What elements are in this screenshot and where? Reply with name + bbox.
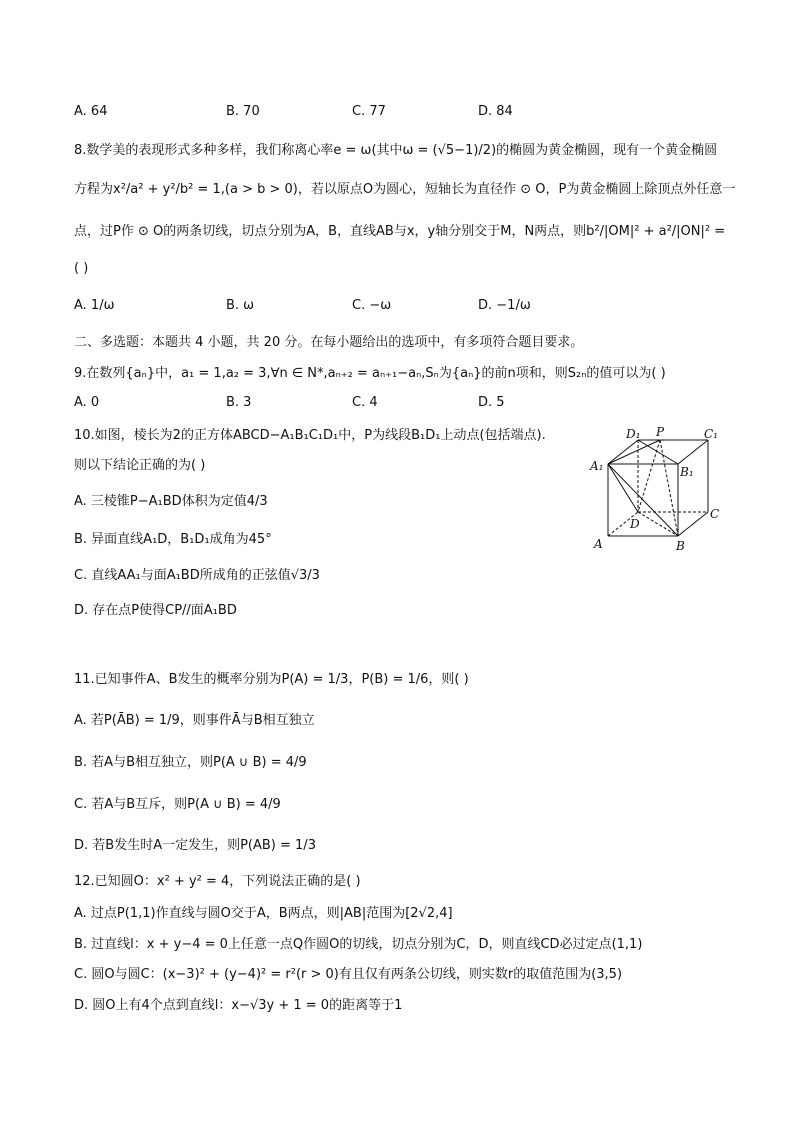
q9-stem: 9.在数列{aₙ}中，a₁ = 1,a₂ = 3,∀n ∈ N*,aₙ₊₂ = aₙ₊₁−aₙ,Sₙ为{aₙ}的前n项和，则S₂ₙ的值可以为( ) (74, 366, 666, 381)
q9-option-d: D. 5 (478, 395, 505, 410)
label-b1: B₁ (680, 465, 694, 479)
q12-option-d: D. 圆O上有4个点到直线l：x−√3y + 1 = 0的距离等于1 (74, 998, 403, 1013)
q7-option-b: B. 70 (226, 104, 260, 119)
q11-stem: 11.已知事件A、B发生的概率分别为P(A) = 1/3，P(B) = 1/6，则( ) (74, 672, 469, 687)
q9-option-a: A. 0 (74, 395, 100, 410)
label-d1: D₁ (626, 427, 641, 441)
q8-stem-line4: ( ) (74, 261, 89, 276)
q12-option-b: B. 过直线l：x + y−4 = 0上任意一点Q作圆O的切线，切点分别为C，D，则直线CD必过定点(1,1) (74, 937, 643, 952)
q10-option-b: B. 异面直线A₁D，B₁D₁成角为45° (74, 532, 272, 547)
q10-option-a: A. 三棱锥P−A₁BD体积为定值4/3 (74, 494, 268, 509)
section-heading: 二、多选题：本题共 4 小题，共 20 分。在每小题给出的选项中，有多项符合题目要求。 (74, 335, 584, 350)
label-b: B (676, 539, 685, 553)
q12-option-a: A. 过点P(1,1)作直线与圆O交于A，B两点，则|AB|范围为[2√2,4] (74, 906, 453, 921)
q10-stem-line2: 则以下结论正确的为( ) (74, 458, 206, 473)
q7-option-d: D. 84 (478, 104, 513, 119)
label-c: C (710, 507, 720, 521)
q10-option-c: C. 直线AA₁与面A₁BD所成角的正弦值√3/3 (74, 568, 320, 583)
label-d: D (630, 517, 640, 531)
q8-option-c: C. −ω (352, 298, 392, 313)
q7-option-c: C. 77 (352, 104, 386, 119)
q10-option-d: D. 存在点P使得CP//面A₁BD (74, 603, 237, 618)
cube-figure (588, 424, 728, 559)
q11-option-d: D. 若B发生时A一定发生，则P(AB) = 1/3 (74, 838, 316, 853)
q11-option-a: A. 若P(ĀB) = 1/9，则事件Ā与B相互独立 (74, 713, 315, 728)
q11-option-c: C. 若A与B互斥，则P(A ∪ B) = 4/9 (74, 797, 281, 812)
label-p: P (656, 425, 665, 439)
q8-stem-line3: 点，过P作 ⊙ O的两条切线，切点分别为A，B，直线AB与x，y轴分别交于M，N两点，则b²/|OM|² + a²/|ON|² = (74, 224, 726, 239)
q10-stem-line1: 10.如图，棱长为2的正方体ABCD−A₁B₁C₁D₁中，P为线段B₁D₁上动点(包括端点). (74, 428, 546, 443)
q8-option-b: B. ω (226, 298, 255, 313)
q11-option-b: B. 若A与B相互独立，则P(A ∪ B) = 4/9 (74, 755, 307, 770)
label-a1: A₁ (590, 459, 604, 473)
q7-option-a: A. 64 (74, 104, 108, 119)
label-c1: C₁ (704, 427, 718, 441)
q8-stem-line1: 8.数学美的表现形式多种多样，我们称离心率e = ω(其中ω = (√5−1)/2)的椭圆为黄金椭圆，现有一个黄金椭圆 (74, 143, 718, 158)
q12-stem: 12.已知圆O：x² + y² = 4，下列说法正确的是( ) (74, 874, 361, 889)
q8-option-a: A. 1/ω (74, 298, 115, 313)
label-a: A (594, 537, 603, 551)
q12-option-c: C. 圆O与圆C：(x−3)² + (y−4)² = r²(r > 0)有且仅有两条公切线，则实数r的取值范围为(3,5) (74, 967, 623, 982)
q9-option-c: C. 4 (352, 395, 378, 410)
q8-option-d: D. −1/ω (478, 298, 531, 313)
q8-stem-line2: 方程为x²/a² + y²/b² = 1,(a > b > 0)，若以原点O为圆心，短轴长为直径作 ⊙ O，P为黄金椭圆上除顶点外任意一 (74, 182, 736, 197)
q9-option-b: B. 3 (226, 395, 252, 410)
